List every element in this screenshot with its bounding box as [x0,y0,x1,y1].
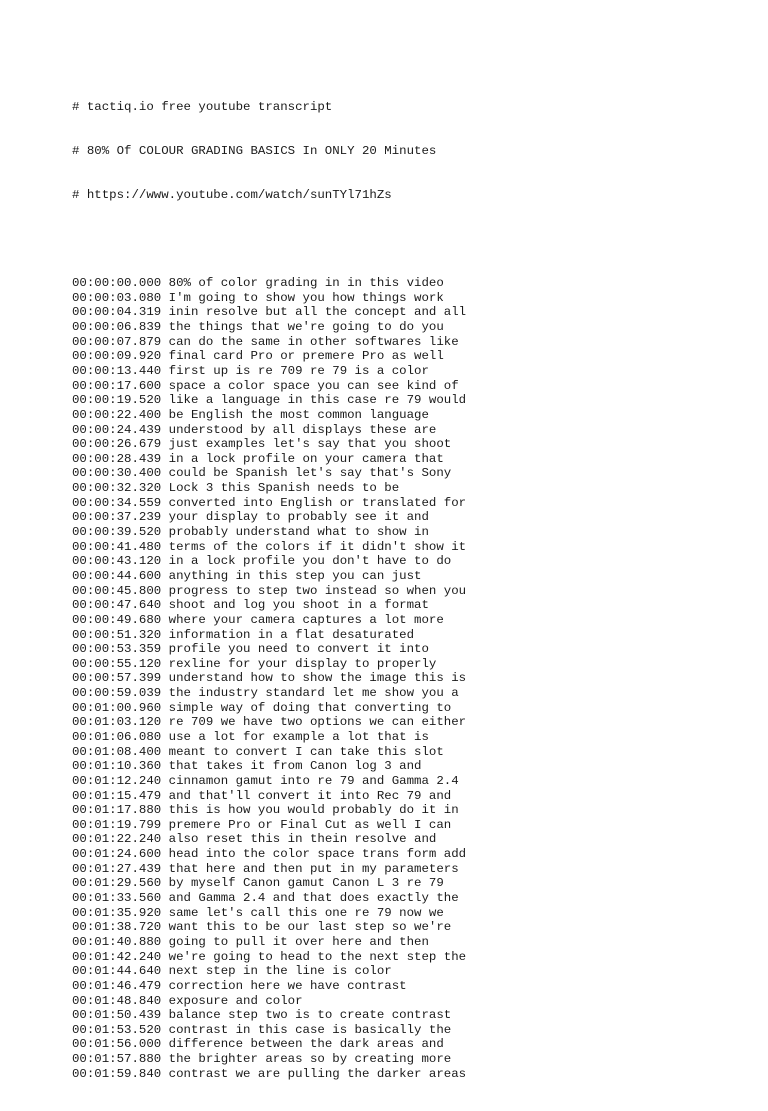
caption-text: want this to be our last step so we're [168,920,452,935]
transcript-line [72,540,466,555]
timestamp: 00:01:29.560 [72,876,162,891]
caption-text: balance step two is to create contrast [168,1008,452,1023]
transcript-line [72,554,466,569]
timestamp: 00:01:17.880 [72,803,162,818]
transcript-line [72,671,466,686]
caption-text: same let's call this one re 79 now we [168,905,444,920]
timestamp: 00:01:50.439 [72,1008,162,1023]
caption-text: meant to convert I can take this slot [168,744,444,759]
transcript-line [72,891,466,906]
transcript-line [72,906,466,921]
caption-text: 80% of color grading in in this video [168,276,444,291]
timestamp: 00:00:28.439 [72,451,162,466]
transcript-line [72,1037,466,1052]
transcript-line [72,730,466,745]
caption-text: rexline for your display to properly [168,656,437,671]
transcript-line [72,950,466,965]
caption-text: profile you need to convert it into [168,642,429,657]
timestamp: 00:00:44.600 [72,568,162,583]
transcript-line [72,452,466,467]
timestamp: 00:00:34.559 [72,495,162,510]
timestamp: 00:01:12.240 [72,773,162,788]
timestamp: 00:00:04.319 [72,305,162,320]
timestamp: 00:00:57.399 [72,671,162,686]
transcript-line [72,715,466,730]
transcript-line [72,832,466,847]
transcript-line [72,437,466,452]
timestamp: 00:01:10.360 [72,759,162,774]
transcript-line [72,964,466,979]
caption-text: that here and then put in my parameters [168,861,459,876]
timestamp: 00:01:03.120 [72,715,162,730]
timestamp: 00:01:00.960 [72,700,162,715]
transcript-line [72,1023,466,1038]
timestamp: 00:00:00.000 [72,276,162,291]
timestamp: 00:00:13.440 [72,363,162,378]
transcript-line [72,481,466,496]
transcript-line [72,584,466,599]
transcript-line [72,789,466,804]
caption-text: next step in the line is color [168,964,392,979]
timestamp: 00:01:22.240 [72,832,162,847]
caption-text: the brighter areas so by creating more [168,1052,452,1067]
transcript-line [72,774,466,789]
timestamp: 00:00:26.679 [72,437,162,452]
transcript-line [72,701,466,716]
timestamp: 00:01:27.439 [72,861,162,876]
timestamp: 00:01:15.479 [72,788,162,803]
transcript-document [72,71,466,1111]
transcript-line [72,320,466,335]
timestamp: 00:01:38.720 [72,920,162,935]
timestamp: 00:00:49.680 [72,612,162,627]
transcript-line [72,876,466,891]
transcript-line [72,276,466,291]
transcript-line [72,628,466,643]
caption-text: inin resolve but all the concept and all [168,305,467,320]
timestamp: 00:00:06.839 [72,320,162,335]
timestamp: 00:00:37.239 [72,510,162,525]
caption-text: simple way of doing that converting to [168,700,452,715]
timestamp: 00:00:55.120 [72,656,162,671]
header-line-video-title: # 80% Of COLOUR GRADING BASICS In ONLY 20 Minutes [72,144,437,159]
transcript-line [72,1008,466,1023]
caption-text: final card Pro or premere Pro as well [168,349,444,364]
timestamp: 00:00:19.520 [72,393,162,408]
header-line-tool: # tactiq.io free youtube transcript [72,100,333,115]
blank-line [72,232,466,247]
timestamp: 00:00:47.640 [72,598,162,613]
caption-text: that takes it from Canon log 3 and [168,759,422,774]
caption-text: your display to probably see it and [168,510,429,525]
caption-text: Lock 3 this Spanish needs to be [168,481,400,496]
transcript-line [72,818,466,833]
caption-text: correction here we have contrast [168,978,407,993]
caption-text: where your camera captures a lot more [168,612,444,627]
caption-text: understand how to show the image this is [168,671,467,686]
transcript-line [72,847,466,862]
transcript-line [72,994,466,1009]
timestamp: 00:01:19.799 [72,817,162,832]
caption-text: anything in this step you can just [168,568,422,583]
caption-text: use a lot for example a lot that is [168,729,429,744]
transcript-line [72,759,466,774]
header-line-video-url: # https://www.youtube.com/watch/sunTYl71hZs [72,188,392,203]
caption-text: probably understand what to show in [168,525,429,540]
transcript-line [72,393,466,408]
transcript-line [72,862,466,877]
caption-text: head into the color space trans form add [168,847,467,862]
transcript-line [72,379,466,394]
caption-text: by myself Canon gamut Canon L 3 re 79 [168,876,444,891]
caption-text: premere Pro or Final Cut as well I can [168,817,452,832]
transcript-line [72,1052,466,1067]
transcript-line [72,1067,466,1082]
caption-text: progress to step two instead so when you [168,583,467,598]
caption-text: and that'll convert it into Rec 79 and [168,788,452,803]
timestamp: 00:00:17.600 [72,378,162,393]
caption-text: going to pull it over here and then [168,934,429,949]
transcript-line [72,642,466,657]
caption-text: difference between the dark areas and [168,1037,444,1052]
caption-text: in a lock profile you don't have to do [168,554,452,569]
transcript-line [72,935,466,950]
caption-text: first up is re 709 re 79 is a color [168,363,429,378]
transcript-line [72,466,466,481]
transcript-line [72,305,466,320]
transcript-line [72,745,466,760]
caption-text: can do the same in other softwares like [168,334,459,349]
timestamp: 00:00:03.080 [72,290,162,305]
transcript-line [72,613,466,628]
transcript-line [72,510,466,525]
timestamp: 00:01:53.520 [72,1022,162,1037]
caption-text: the industry standard let me show you a [168,686,459,701]
transcript-list [72,276,466,1081]
timestamp: 00:00:59.039 [72,686,162,701]
transcript-line [72,525,466,540]
caption-text: be English the most common language [168,407,429,422]
timestamp: 00:00:24.439 [72,422,162,437]
caption-text: like a language in this case re 79 would [168,393,467,408]
caption-text: just examples let's say that you shoot [168,437,452,452]
caption-text: contrast in this case is basically the [168,1022,452,1037]
caption-text: could be Spanish let's say that's Sony [168,466,452,481]
transcript-line [72,657,466,672]
transcript-line [72,598,466,613]
timestamp: 00:01:40.880 [72,934,162,949]
timestamp: 00:00:43.120 [72,554,162,569]
timestamp: 00:01:08.400 [72,744,162,759]
timestamp: 00:01:48.840 [72,993,162,1008]
caption-text: understood by all displays these are [168,422,437,437]
transcript-line [72,408,466,423]
transcript-line [72,496,466,511]
timestamp: 00:00:45.800 [72,583,162,598]
timestamp: 00:00:22.400 [72,407,162,422]
transcript-line [72,364,466,379]
timestamp: 00:00:30.400 [72,466,162,481]
transcript-line [72,335,466,350]
caption-text: space a color space you can see kind of [168,378,459,393]
caption-text: exposure and color [168,993,303,1008]
timestamp: 00:01:56.000 [72,1037,162,1052]
transcript-line [72,291,466,306]
timestamp: 00:01:24.600 [72,847,162,862]
caption-text: contrast we are pulling the darker areas [168,1066,467,1081]
timestamp: 00:00:53.359 [72,642,162,657]
caption-text: in a lock profile on your camera that [168,451,444,466]
caption-text: terms of the colors if it didn't show it [168,539,467,554]
timestamp: 00:00:51.320 [72,627,162,642]
caption-text: also reset this in thein resolve and [168,832,437,847]
transcript-line [72,920,466,935]
timestamp: 00:01:42.240 [72,949,162,964]
timestamp: 00:01:59.840 [72,1066,162,1081]
timestamp: 00:00:32.320 [72,481,162,496]
timestamp: 00:01:06.080 [72,729,162,744]
caption-text: the things that we're going to do you [168,320,444,335]
timestamp: 00:00:39.520 [72,525,162,540]
caption-text: re 709 we have two options we can either [168,715,467,730]
caption-text: I'm going to show you how things work [168,290,444,305]
timestamp: 00:00:07.879 [72,334,162,349]
timestamp: 00:00:09.920 [72,349,162,364]
transcript-line [72,569,466,584]
transcript-line [72,803,466,818]
timestamp: 00:00:41.480 [72,539,162,554]
timestamp: 00:01:57.880 [72,1052,162,1067]
caption-text: and Gamma 2.4 and that does exactly the [168,891,459,906]
caption-text: information in a flat desaturated [168,627,415,642]
transcript-line [72,423,466,438]
transcript-line [72,979,466,994]
caption-text: shoot and log you shoot in a format [168,598,429,613]
timestamp: 00:01:44.640 [72,964,162,979]
caption-text: this is how you would probably do it in [168,803,459,818]
caption-text: converted into English or translated for [168,495,467,510]
transcript-line [72,686,466,701]
caption-text: cinnamon gamut into re 79 and Gamma 2.4 [168,773,459,788]
caption-text: we're going to head to the next step the [168,949,467,964]
timestamp: 00:01:35.920 [72,905,162,920]
transcript-line [72,349,466,364]
timestamp: 00:01:33.560 [72,891,162,906]
timestamp: 00:01:46.479 [72,978,162,993]
